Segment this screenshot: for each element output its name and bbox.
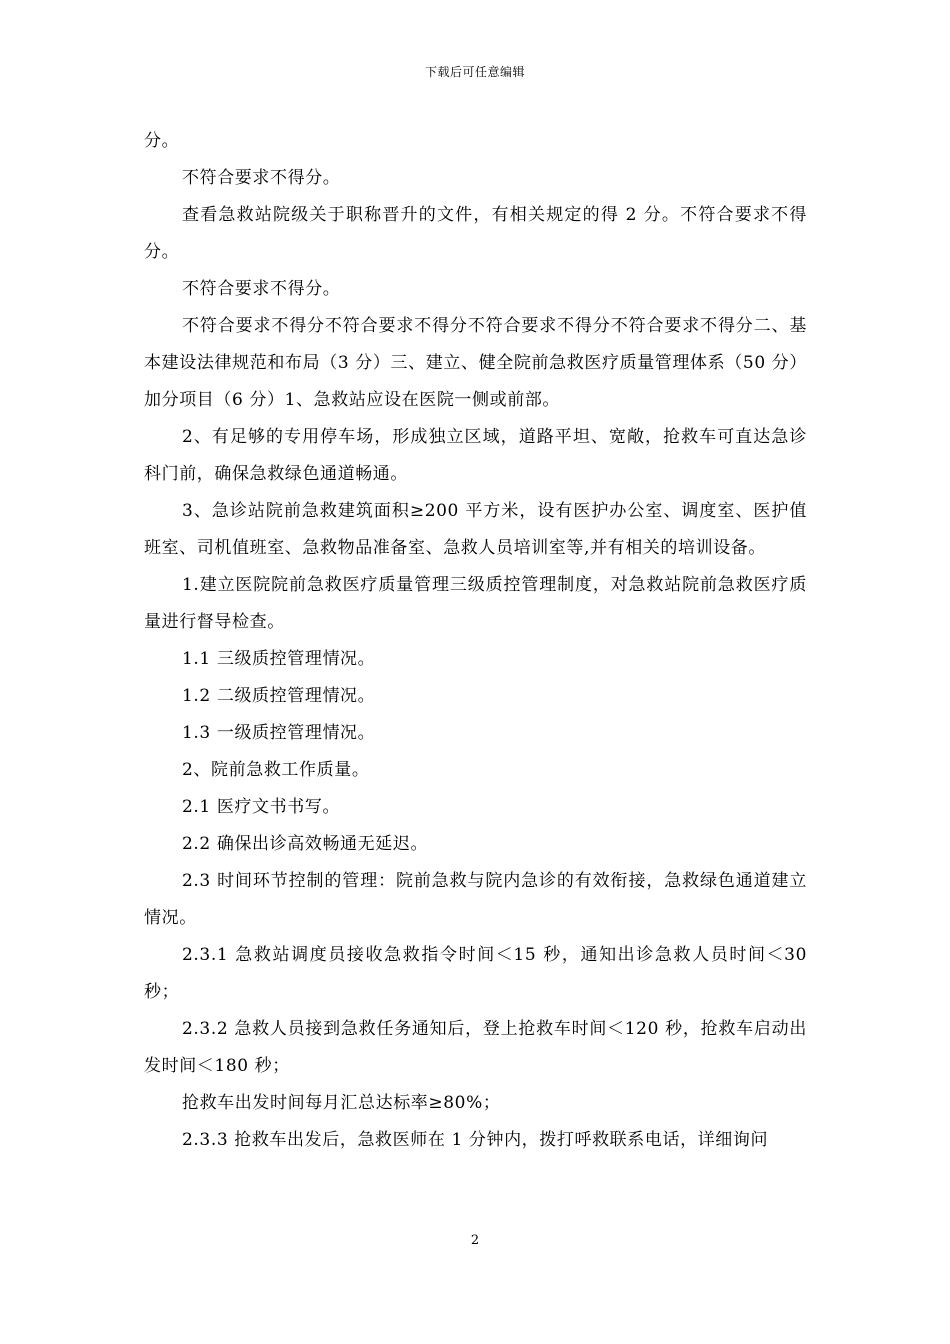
page-number: 2 — [470, 1233, 480, 1248]
paragraph: 2.3.3 抢救车出发后，急救医师在 1 分钟内，拨打呼救联系电话，详细询问 — [182, 1130, 769, 1150]
paragraph: 2.3 时间环节控制的管理：院前急救与院内急诊的有效衔接，急救绿色通道建立情况。 — [144, 871, 807, 928]
paragraph: 1.建立医院院前急救医疗质量管理三级质控管理制度，对急救站院前急救医疗质量进行督导检查。 — [144, 575, 807, 632]
document-body — [144, 123, 807, 1159]
paragraph: 抢救车出发时间每月汇总达标率≥80%； — [182, 1093, 501, 1113]
paragraph: 2、院前急救工作质量。 — [182, 760, 370, 780]
paragraph: 2、有足够的专用停车场，形成独立区域，道路平坦、宽敞，抢救车可直达急诊科门前，确保急救绿色通道畅通。 — [144, 427, 807, 484]
paragraph: 1.3 一级质控管理情况。 — [182, 723, 376, 743]
paragraph: 1.2 二级质控管理情况。 — [182, 686, 376, 706]
paragraph: 3、急诊站院前急救建筑面积≥200 平方米，设有医护办公室、调度室、医护值班室、司机值班室、急救物品准备室、急救人员培训室等,并有相关的培训设备。 — [144, 501, 807, 558]
paragraph: 2.3.2 急救人员接到急救任务通知后，登上抢救车时间＜120 秒，抢救车启动出发时间＜180 秒； — [144, 1019, 807, 1076]
paragraph: 不符合要求不得分。 — [182, 279, 341, 299]
paragraph: 2.1 医疗文书书写。 — [182, 797, 341, 817]
paragraph: 查看急救站院级关于职称晋升的文件，有相关规定的得 2 分。不符合要求不得分。 — [144, 205, 807, 262]
paragraph: 1.1 三级质控管理情况。 — [182, 649, 376, 669]
paragraph: 分。 — [144, 131, 180, 151]
page-header: 下载后可任意编辑 — [424, 65, 525, 79]
paragraph: 不符合要求不得分。 — [182, 168, 341, 188]
paragraph: 2.3.1 急救站调度员接收急救指令时间＜15 秒，通知出诊急救人员时间＜30 秒； — [144, 945, 807, 1002]
paragraph: 2.2 确保出诊高效畅通无延迟。 — [182, 834, 429, 854]
paragraph: 不符合要求不得分不符合要求不得分不符合要求不得分不符合要求不得分二、基本建设法律规范和布局（3 分）三、建立、健全院前急救医疗质量管理体系（50 分）加分项目（6 分）1、急救站应设在医院一侧或前部。 — [144, 316, 807, 410]
